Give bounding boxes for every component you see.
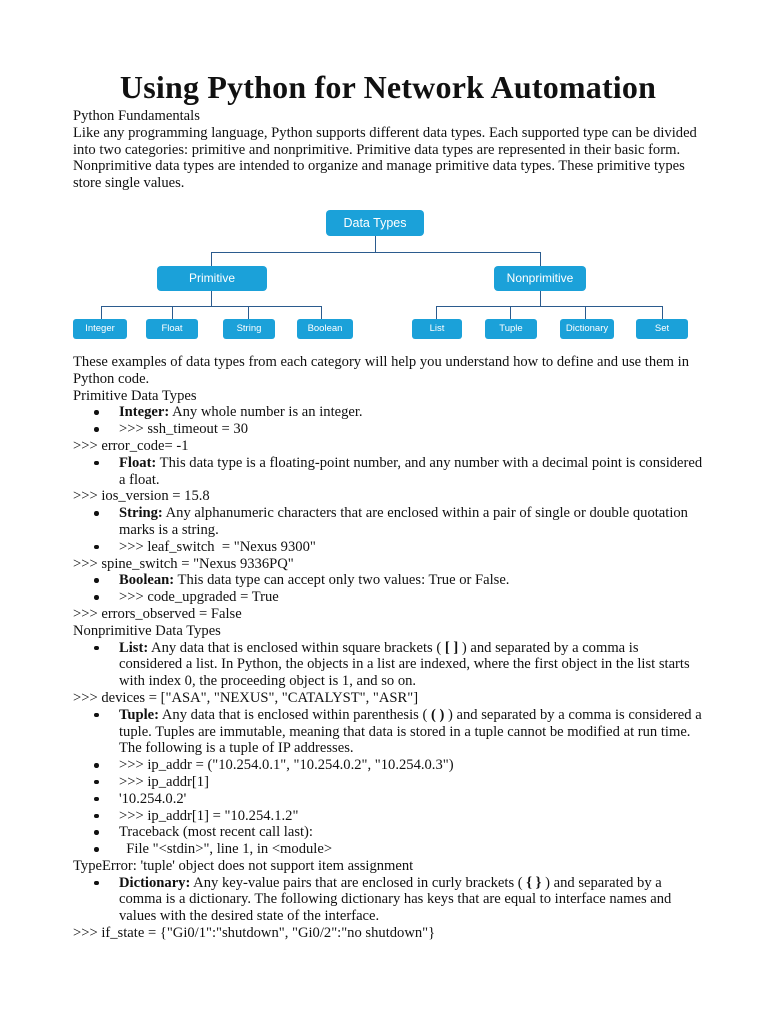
tuple-example-6: File "<stdin>", line 1, in <module>	[119, 841, 703, 858]
node-nonprimitive: Nonprimitive	[494, 266, 586, 291]
list-item	[119, 640, 703, 690]
list-type-list	[73, 640, 703, 690]
dictionary-desc-a: Any key-value pairs that are enclosed in curly brackets (	[190, 874, 527, 891]
node-string: String	[223, 319, 275, 339]
tuple-desc-a: Any data that is enclosed within parenthesis (	[159, 706, 431, 723]
string-desc: Any alphanumeric characters that are enclosed within a pair of single or double quotation marks is a string.	[119, 505, 688, 538]
primitive-heading: Primitive Data Types	[73, 387, 197, 404]
integer-desc: Any whole number is an integer.	[169, 404, 363, 421]
node-boolean: Boolean	[297, 319, 353, 339]
tuple-desc-b: ) and separated by a comma is considered a tuple. Tuples are immutable, meaning that data is stored in a tuple cannot be modified at run time. The following is a tuple of IP addresses.	[119, 706, 702, 757]
string-item	[119, 505, 703, 539]
float-list	[73, 455, 703, 489]
page-title: Using Python for Network Automation	[119, 69, 657, 105]
tuple-example-5: Traceback (most recent call last):	[119, 824, 703, 841]
dictionary-symbol: { }	[526, 874, 542, 891]
boolean-item	[119, 572, 703, 589]
node-list: List	[412, 319, 462, 339]
integer-item	[119, 404, 703, 421]
string-example-2: >>> spine_switch = "Nexus 9336PQ"	[73, 555, 294, 572]
document-page	[73, 68, 703, 942]
integer-list	[73, 404, 703, 438]
list-example-1: >>> devices = ["ASA", "NEXUS", "CATALYST", "ASR"]	[73, 689, 419, 706]
float-desc: This data type is a floating-point number, and any number with a decimal point is considered a float.	[119, 454, 703, 488]
nonprimitive-heading: Nonprimitive Data Types	[73, 622, 221, 639]
node-set: Set	[636, 319, 688, 339]
tuple-example-2: >>> ip_addr[1]	[119, 774, 703, 791]
boolean-example-2: >>> errors_observed = False	[73, 605, 242, 622]
integer-example-1: >>> ssh_timeout = 30	[119, 421, 703, 438]
tuple-example-1: >>> ip_addr = ("10.254.0.1", "10.254.0.2", "10.254.0.3")	[119, 757, 703, 774]
float-item	[119, 455, 703, 489]
section-subtitle: Python Fundamentals	[73, 108, 200, 124]
list-desc-b: ) and separated by a comma is considered a list. In Python, the objects in a list are indexed, where the first object in the list starts with index 0, the proceeding object is 1, and so on.	[119, 639, 690, 690]
node-integer: Integer	[73, 319, 127, 339]
string-list	[73, 505, 703, 555]
integer-term: Integer:	[119, 404, 170, 421]
tuple-example-4: >>> ip_addr[1] = "10.254.1.2"	[119, 808, 703, 825]
tuple-item	[119, 707, 703, 757]
examples-intro: These examples of data types from each category will help you understand how to define and use them in Python code.	[73, 353, 689, 387]
dictionary-desc-b: ) and separated by a comma is a dictionary. The following dictionary has keys that are equal to interface names and values with the desired state of the interface.	[119, 874, 672, 925]
tuple-symbol: ( )	[430, 706, 445, 723]
boolean-example-1: >>> code_upgraded = True	[119, 589, 703, 606]
string-example-1: >>> leaf_switch = "Nexus 9300"	[119, 539, 703, 556]
boolean-list	[73, 572, 703, 606]
dictionary-list	[73, 875, 703, 925]
dictionary-item	[119, 875, 703, 925]
tuple-list	[73, 707, 703, 858]
string-term: String:	[119, 505, 163, 522]
float-term: Float:	[119, 454, 157, 471]
list-symbol: [ ]	[444, 639, 459, 656]
tuple-example-3: '10.254.0.2'	[119, 791, 703, 808]
integer-example-2: >>> error_code= -1	[73, 437, 189, 454]
tuple-term: Tuple:	[119, 706, 160, 723]
tuple-example-7: TypeError: 'tuple' object does not support item assignment	[73, 857, 414, 874]
list-desc-a: Any data that is enclosed within square brackets (	[148, 639, 445, 656]
node-primitive: Primitive	[157, 266, 267, 291]
boolean-desc: This data type can accept only two values: True or False.	[174, 572, 510, 589]
node-float: Float	[146, 319, 198, 339]
node-dictionary: Dictionary	[560, 319, 614, 339]
node-data-types: Data Types	[326, 210, 424, 236]
float-example-1: >>> ios_version = 15.8	[73, 488, 210, 505]
intro-paragraph: Like any programming language, Python supports different data types. Each supported type can be divided into two categories: primitive and nonprimitive. Primitive data types are represented in their basic form. Nonprimitive data types are intended to organize and manage primitive data types. These primitive types store single values.	[73, 124, 697, 192]
data-types-diagram	[73, 210, 703, 354]
boolean-term: Boolean:	[119, 572, 175, 589]
list-term: List:	[119, 639, 149, 656]
node-tuple: Tuple	[485, 319, 537, 339]
dictionary-example-1: >>> if_state = {"Gi0/1":"shutdown", "Gi0/2":"no shutdown"}	[73, 925, 436, 942]
dictionary-term: Dictionary:	[119, 874, 191, 891]
